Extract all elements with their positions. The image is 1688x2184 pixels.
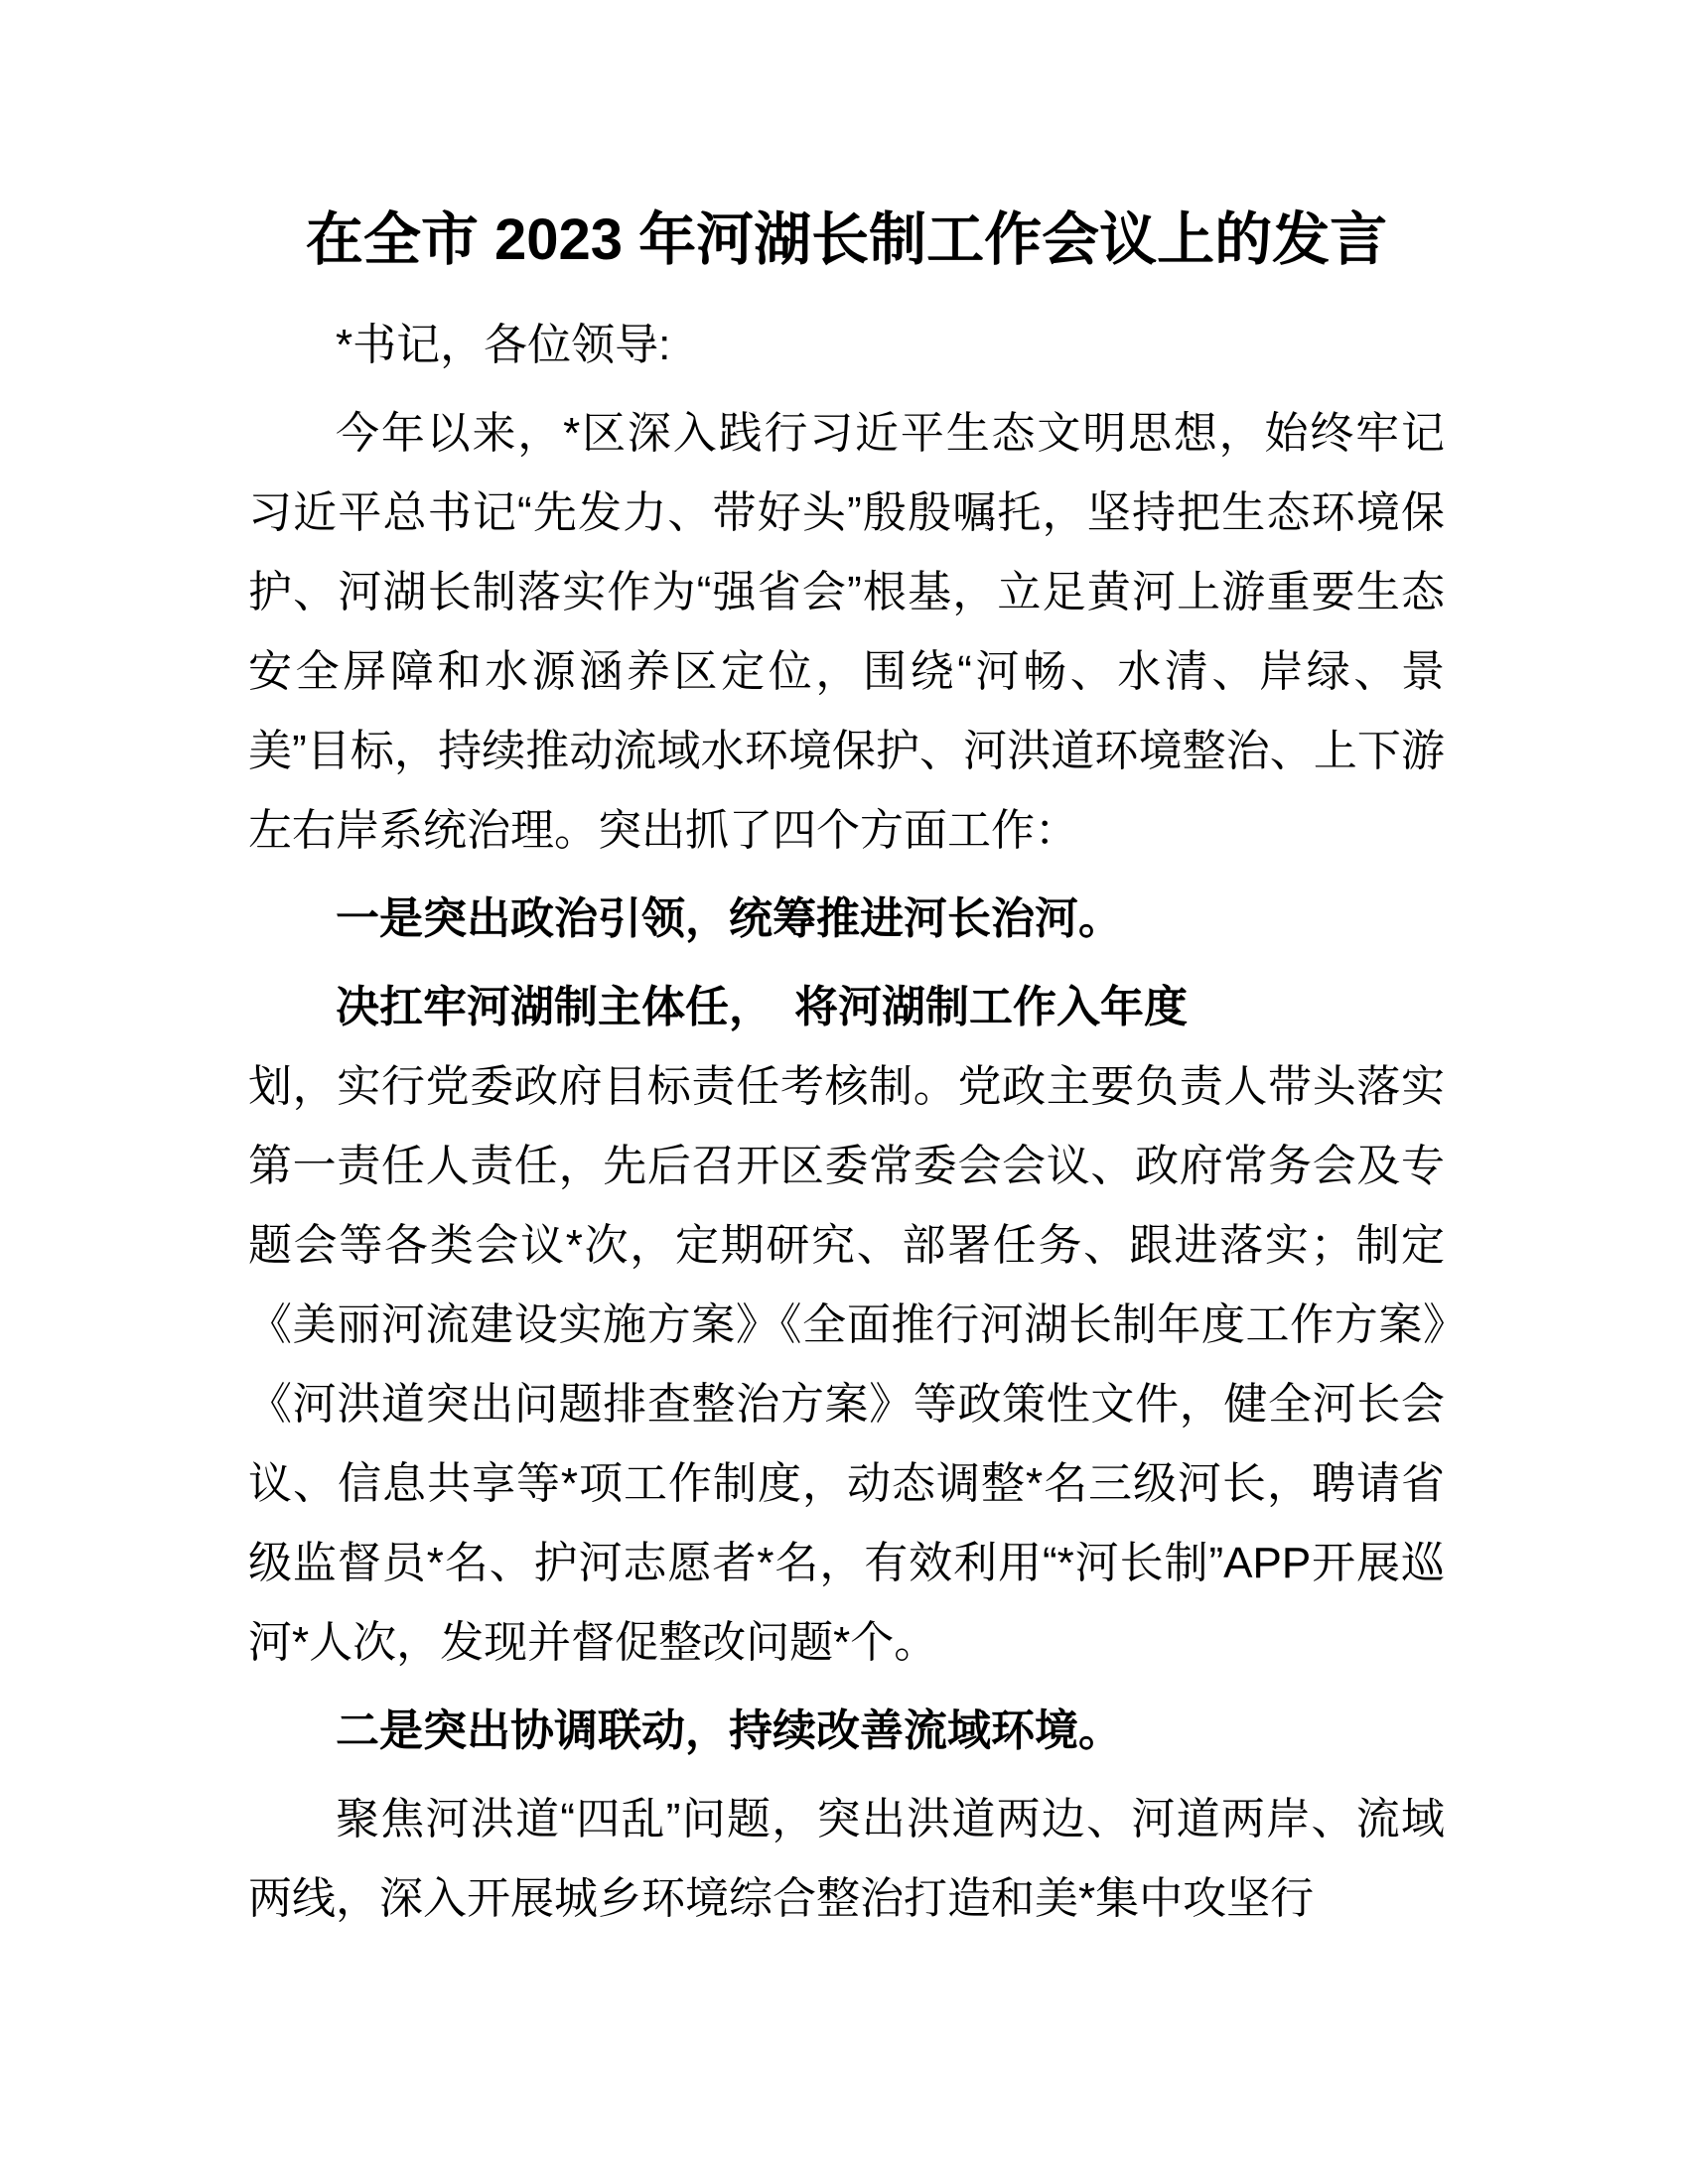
point-one-lead-bold-text: 决扛牢河湖制主体任， 将河湖制工作入年度 [336,983,1188,1031]
paragraph-point-one [248,968,1445,1683]
heading-point-one: 一是突出政治引领，统筹推进河长治河。 [336,894,1122,943]
point-one-body-text: 划，实行党委政府目标责任考核制。党政主要负责人带头落实第一责任人责任，先后召开区委常委会会议、政府常务会及专题会等各类会议*次，定期研究、部署任务、跟进落实；制定《美丽河流建设实施方案》《全面推行河湖长制年度工作方案》《河洪道突出问题排查整治方案》等政策性文件，健全河长会议、信息共享等*项工作制度，动态调整*名三级河长，聘请省级监督员*名、护河志愿者*名，有效利用“*河长制”APP开展巡河*人次，发现并督促整改问题*个。 [248,1062,1445,1667]
salutation-line: *书记，各位领导: [336,321,671,369]
paragraph-point-two: 聚焦河洪道“四乱”问题，突出洪道两边、河道两岸、流域两线，深入开展城乡环境综合整治打造和美*集中攻坚行 [248,1795,1445,1923]
document-title: 在全市 2023 年河湖长制工作会议上的发言 [305,207,1388,272]
paragraph-intro: 今年以来，*区深入践行习近平生态文明思想，始终牢记习近平总书记“先发力、带好头”殷殷嘱托，坚持把生态环境保护、河湖长制落实作为“强省会”根基，立足黄河上游重要生态安全屏障和水源涵养区定位，围绕“河畅、水清、岸绿、景美”目标，持续推动流域水环境保护、河洪道环境整治、上下游左右岸系统治理。突出抓了四个方面工作： [248,409,1445,855]
heading-point-two: 二是突出协调联动，持续改善流域环境。 [336,1706,1122,1755]
